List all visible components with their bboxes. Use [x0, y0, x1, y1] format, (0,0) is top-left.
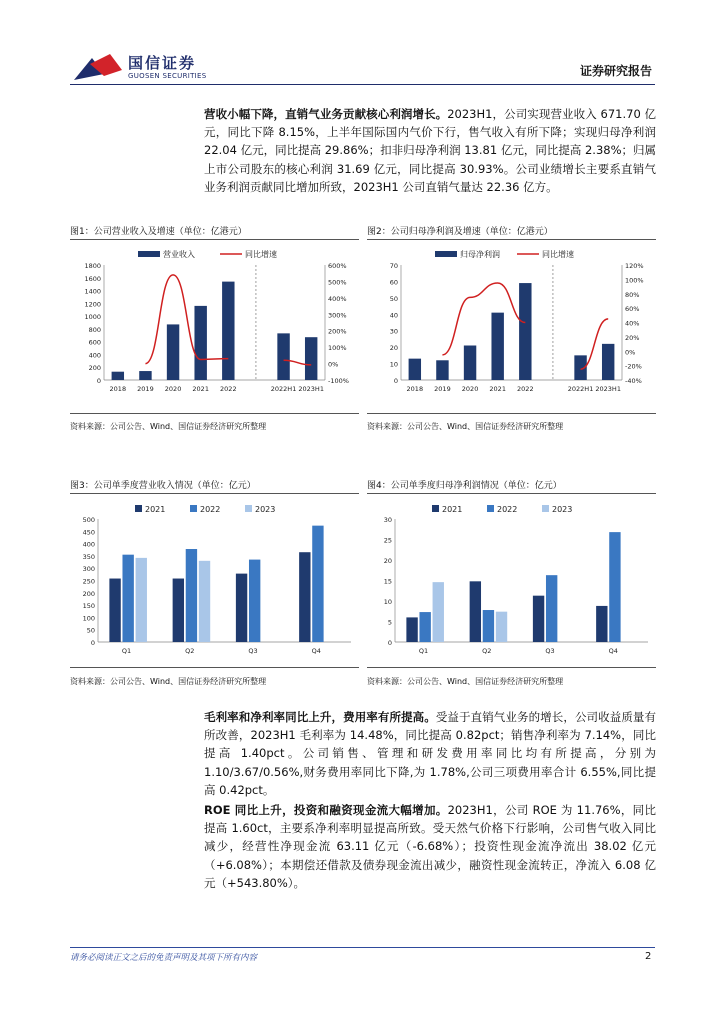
x-tick-label: 2021: [489, 385, 506, 393]
x-tick-label: Q3: [545, 647, 555, 655]
y-tick-label: 450: [82, 528, 95, 537]
x-tick-label: 2022: [220, 385, 237, 393]
bar: [602, 344, 614, 380]
legend-swatch: [487, 505, 494, 512]
bar: [609, 532, 620, 642]
header-divider: [70, 84, 655, 85]
legend-label: 2021: [442, 505, 463, 514]
fig2-chart: [367, 243, 656, 408]
y-tick-label: 100: [82, 614, 95, 623]
section2-title: 毛利率和净利率同比上升，费用率有所提高。: [204, 710, 436, 724]
y-tick-label-right: 400%: [328, 294, 347, 303]
x-tick-label: Q2: [482, 647, 492, 655]
page-number: 2: [645, 951, 652, 962]
fig1-chart: [70, 243, 359, 408]
fig2-title-rule: [367, 239, 656, 240]
y-tick-label-left: 1800: [84, 262, 101, 270]
y-tick-label: 0: [90, 639, 95, 647]
y-tick-label-left: 0: [96, 377, 101, 385]
y-tick-label-left: 1000: [84, 313, 101, 322]
bar: [491, 313, 503, 380]
y-tick-label-left: 20: [389, 344, 398, 353]
y-tick-label: 50: [86, 626, 95, 635]
y-tick-label-right: 80%: [625, 290, 640, 299]
bar: [470, 581, 481, 642]
bar: [199, 561, 210, 642]
y-tick-label-left: 40: [389, 311, 398, 320]
fig3-source: 资料来源：公司公告、Wind、国信证券经济研究所整理: [70, 677, 267, 686]
y-tick-label-left: 50: [389, 294, 398, 303]
section1-body: 2023H1，公司实现营业收入 671.70 亿元，同比下降 8.15%，上半年国际国内气价下行，售气收入有所下降；实现归母净利润 22.04 亿元，同比提高 29.86%；扣非归母净利润 13.81 亿元，同比提高 2.38%；归属上市公司股东的核心利润 31.69 亿元，同比提高 30.93%。公司业绩增长主要系直销气业务利润贡献同比增加所致，2023H1 公司直销气量达 22.36 亿方。: [204, 107, 657, 194]
legend-label: 2022: [200, 505, 221, 514]
fig3-chart: [70, 497, 359, 662]
y-tick-label: 300: [82, 565, 95, 574]
bar: [249, 560, 260, 642]
y-tick-label-right: 500%: [328, 278, 347, 287]
y-tick-label-left: 1200: [84, 300, 101, 309]
y-tick-label: 5: [387, 618, 392, 627]
y-tick-label-right: 0%: [328, 360, 339, 369]
bar: [483, 610, 494, 642]
section1-paragraph: [204, 105, 656, 196]
y-tick-label-left: 200: [88, 364, 101, 373]
bar: [305, 337, 317, 380]
x-tick-label: 2023H1: [298, 385, 324, 393]
legend-swatch-bar: [138, 251, 160, 257]
y-tick-label: 200: [82, 589, 95, 598]
y-tick-label-left: 600: [88, 338, 101, 347]
bar: [312, 526, 323, 642]
x-tick-label: Q3: [248, 647, 258, 655]
fig3-title: 图3：公司单季度营业收入情况（单位：亿元）: [70, 481, 256, 491]
bar: [436, 360, 448, 380]
logo-company-cn: 国信证券: [128, 54, 197, 72]
y-tick-label-right: -20%: [625, 362, 642, 371]
y-tick-label-right: 100%: [625, 276, 644, 285]
y-tick-label-right: -100%: [328, 377, 349, 385]
bar: [464, 346, 476, 381]
y-tick-label-right: 20%: [625, 333, 640, 342]
guosen-logo-icon: [70, 50, 126, 84]
y-tick-label-right: 60%: [625, 305, 640, 314]
footer-disclaimer: 请务必阅读正文之后的免责声明及其项下所有内容: [70, 953, 258, 963]
x-tick-label: Q4: [608, 647, 618, 655]
legend-swatch: [542, 505, 549, 512]
fig2-title: 图2：公司归母净利润及增速（单位：亿港元）: [367, 227, 553, 237]
fig3-bottom-rule: [70, 667, 359, 668]
x-tick-label: 2022H1: [270, 385, 297, 393]
logo-company-en: GUOSEN SECURITIES: [128, 72, 207, 80]
y-tick-label-right: 100%: [328, 344, 347, 353]
y-tick-label-right: 120%: [625, 262, 644, 270]
bar: [496, 612, 507, 642]
y-tick-label: 350: [82, 552, 95, 561]
y-tick-label-left: 0: [393, 377, 398, 385]
y-tick-label-left: 60: [389, 278, 398, 287]
y-tick-label-right: 0%: [625, 348, 636, 357]
legend-label-line: 同比增速: [245, 250, 277, 259]
fig1-source: 资料来源：公司公告、Wind、国信证券经济研究所整理: [70, 422, 267, 431]
fig1-title-rule: [70, 239, 359, 240]
growth-line: [442, 283, 525, 355]
legend-label: 2023: [255, 505, 276, 514]
bar: [194, 306, 206, 380]
y-tick-label-right: 200%: [328, 327, 347, 336]
bar: [236, 574, 247, 642]
growth-line: [145, 275, 228, 364]
bar: [433, 582, 444, 642]
x-tick-label: 2020: [461, 385, 479, 393]
x-tick-label: 2019: [137, 385, 154, 393]
bar: [109, 579, 120, 642]
x-tick-label: Q4: [311, 647, 321, 655]
footer-divider: [70, 947, 655, 948]
y-tick-label: 30: [383, 516, 392, 524]
section3-paragraph: [204, 801, 656, 892]
y-tick-label: 0: [387, 639, 392, 647]
legend-label-line: 同比增速: [542, 250, 574, 259]
y-tick-label: 25: [383, 536, 392, 545]
y-tick-label-right: 300%: [328, 311, 347, 320]
bar: [546, 575, 557, 642]
bar: [122, 555, 133, 642]
legend-swatch: [135, 505, 142, 512]
legend-swatch-bar: [435, 251, 457, 257]
x-tick-label: 2018: [406, 385, 424, 393]
x-tick-label: Q2: [185, 647, 195, 655]
bar: [419, 612, 430, 642]
legend-label: 2021: [145, 505, 166, 514]
section2-paragraph: [204, 708, 656, 799]
x-tick-label: 2021: [192, 385, 209, 393]
y-tick-label-left: 1600: [84, 274, 101, 283]
bar: [277, 333, 289, 380]
report-type: 证券研究报告: [580, 64, 653, 78]
bar: [596, 606, 607, 642]
bar: [186, 549, 197, 642]
y-tick-label: 250: [82, 577, 95, 586]
header-logo: [70, 50, 210, 86]
y-tick-label-right: -40%: [625, 377, 642, 385]
bar: [406, 617, 417, 642]
section3-title: ROE 同比上升，投资和融资现金流大幅增加。: [204, 803, 448, 817]
fig1-title: 图1：公司营业收入及增速（单位：亿港元）: [70, 227, 247, 237]
y-tick-label-right: 600%: [328, 262, 347, 270]
y-tick-label: 15: [383, 577, 392, 586]
y-tick-label-left: 800: [88, 325, 101, 334]
section1-title: 营收小幅下降，直销气业务贡献核心利润增长。: [204, 107, 448, 121]
x-tick-label: 2018: [109, 385, 127, 393]
fig3-title-rule: [70, 493, 359, 494]
y-tick-label-right: 40%: [625, 319, 640, 328]
fig4-title: 图4：公司单季度归母净利润情况（单位：亿元）: [367, 481, 562, 491]
fig1-bottom-rule: [70, 413, 359, 414]
x-tick-label: 2020: [164, 385, 182, 393]
bar: [519, 283, 531, 380]
bar: [173, 579, 184, 642]
x-tick-label: 2019: [434, 385, 451, 393]
y-tick-label-left: 400: [88, 351, 101, 360]
x-tick-label: Q1: [418, 647, 429, 655]
y-tick-label: 500: [82, 516, 95, 524]
legend-swatch: [245, 505, 252, 512]
bar: [409, 359, 421, 380]
y-tick-label-left: 1400: [84, 287, 101, 296]
y-tick-label: 10: [383, 598, 392, 606]
bar: [139, 371, 151, 380]
legend-label: 2022: [497, 505, 518, 514]
fig4-title-rule: [367, 493, 656, 494]
legend-swatch: [432, 505, 439, 512]
section3-body: 2023H1，公司 ROE 为 11.76%，同比提高 1.60ct，主要系净利率明显提高所致。受天然气价格下行影响，公司售气收入同比减少，经营性净现金流 63.11 亿元（-6.68%）；投资性现金流净流出 38.02 亿元（+6.08%）；本期偿还借款及债券现金流出减少，融资性现金流转正，净流入 6.08 亿元（+543.80%）。: [204, 803, 656, 890]
y-tick-label: 20: [383, 557, 392, 565]
x-tick-label: Q1: [121, 647, 132, 655]
y-tick-label-left: 30: [389, 327, 398, 336]
fig4-bottom-rule: [367, 667, 656, 668]
fig2-bottom-rule: [367, 413, 656, 414]
bar: [112, 372, 124, 380]
x-tick-label: 2022: [517, 385, 534, 393]
y-tick-label: 150: [82, 602, 95, 611]
x-tick-label: 2023H1: [595, 385, 621, 393]
legend-swatch: [190, 505, 197, 512]
bar: [136, 558, 147, 642]
fig2-source: 资料来源：公司公告、Wind、国信证券经济研究所整理: [367, 422, 564, 431]
bar: [167, 324, 179, 380]
y-tick-label-left: 70: [389, 262, 398, 270]
legend-label-bar: 归母净利润: [460, 250, 500, 259]
legend-label-bar: 营业收入: [163, 250, 195, 259]
bar: [299, 552, 310, 642]
fig4-chart: [367, 497, 656, 662]
legend-label: 2023: [552, 505, 573, 514]
y-tick-label-left: 10: [389, 360, 398, 369]
bar: [222, 282, 234, 380]
y-tick-label: 400: [82, 540, 95, 549]
bar: [533, 596, 544, 642]
section2-body: 受益于直销气业务的增长，公司收益质量有所改善，2023H1 毛利率为 14.48%，同比提高 0.82pct；销售净利率为 7.14%，同比提高 1.40pct。公司销售、管理和研发费用率同比均有所提高，分别为 1.10/3.67/0.56%,财务费用率同比下降,为 1.78%,公司三项费用率合计 6.55%,同比提高 0.42pct。: [204, 710, 656, 797]
fig4-source: 资料来源：公司公告、Wind、国信证券经济研究所整理: [367, 677, 564, 686]
x-tick-label: 2022H1: [567, 385, 594, 393]
